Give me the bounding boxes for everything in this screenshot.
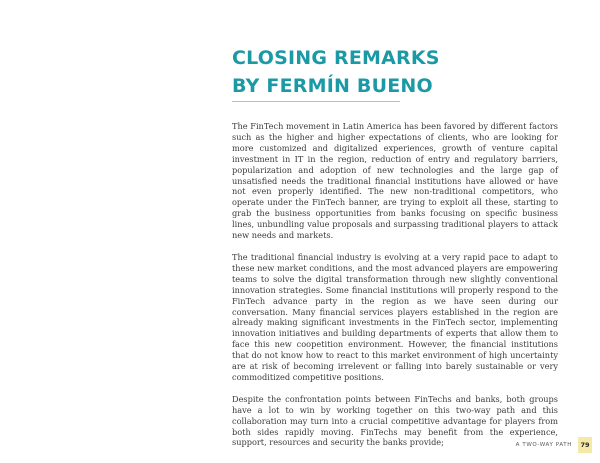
page-footer xyxy=(516,436,592,454)
title-line-2: BY FERMÍN BUENO xyxy=(232,75,433,97)
paragraph-2: The traditional financial industry is evolving at a very rapid pace to adapt to these new market conditions, and the most advanced players are empowering teams to solve the digital transformation through new slightly conventional innovation strategies. Some financial institutions will properly respond to the FinTech advance party in the region as we have seen during our conversation. Many financial services players established in the region are already making significant investments in the FinTech sector, implementing innovation initiatives and building departments of experts that allow them to face this new coopetition environment. However, the financial institutions that do not know how to react to this market environment of high uncertainty are at risk of becoming irrelevent or falling into barely sustainable or very commoditized competitive positions. xyxy=(232,251,558,382)
section-label: A TWO-WAY PATH xyxy=(515,442,572,448)
paragraph-3: Despite the confrontation points between FinTechs and banks, both groups have a lot to win by working together on this two-way path and this collaboration may turn into a crucial competitive advantage for players from both sides rapidly moving. FinTechs may benefit from the experience, support, resources and security the banks provide; xyxy=(232,393,558,448)
page-number: 79 xyxy=(578,437,592,453)
page-title xyxy=(232,44,440,100)
paragraph-1: The FinTech movement in Latin America has been favored by different factors such as the higher and higher expectations of clients, who are looking for more customized and digitalized experiences, growth of venture capital investment in IT in the region, reduction of entry and regulatory barriers, popularization and adoption of new technologies and the large gap of unsatisfied needs the traditional financial institutions have allowed or have not even properly identified. The new non-traditional competitors, who operate under the FinTech banner, are trying to exploit all these, starting to grab the business opportunities from banks focusing on specific business lines, unbundling value proposals and surpassing traditional players to attack new needs and markets. xyxy=(232,121,558,241)
title-line-1: CLOSING REMARKS xyxy=(232,47,440,69)
body-text xyxy=(232,121,558,459)
title-underline xyxy=(232,101,400,102)
